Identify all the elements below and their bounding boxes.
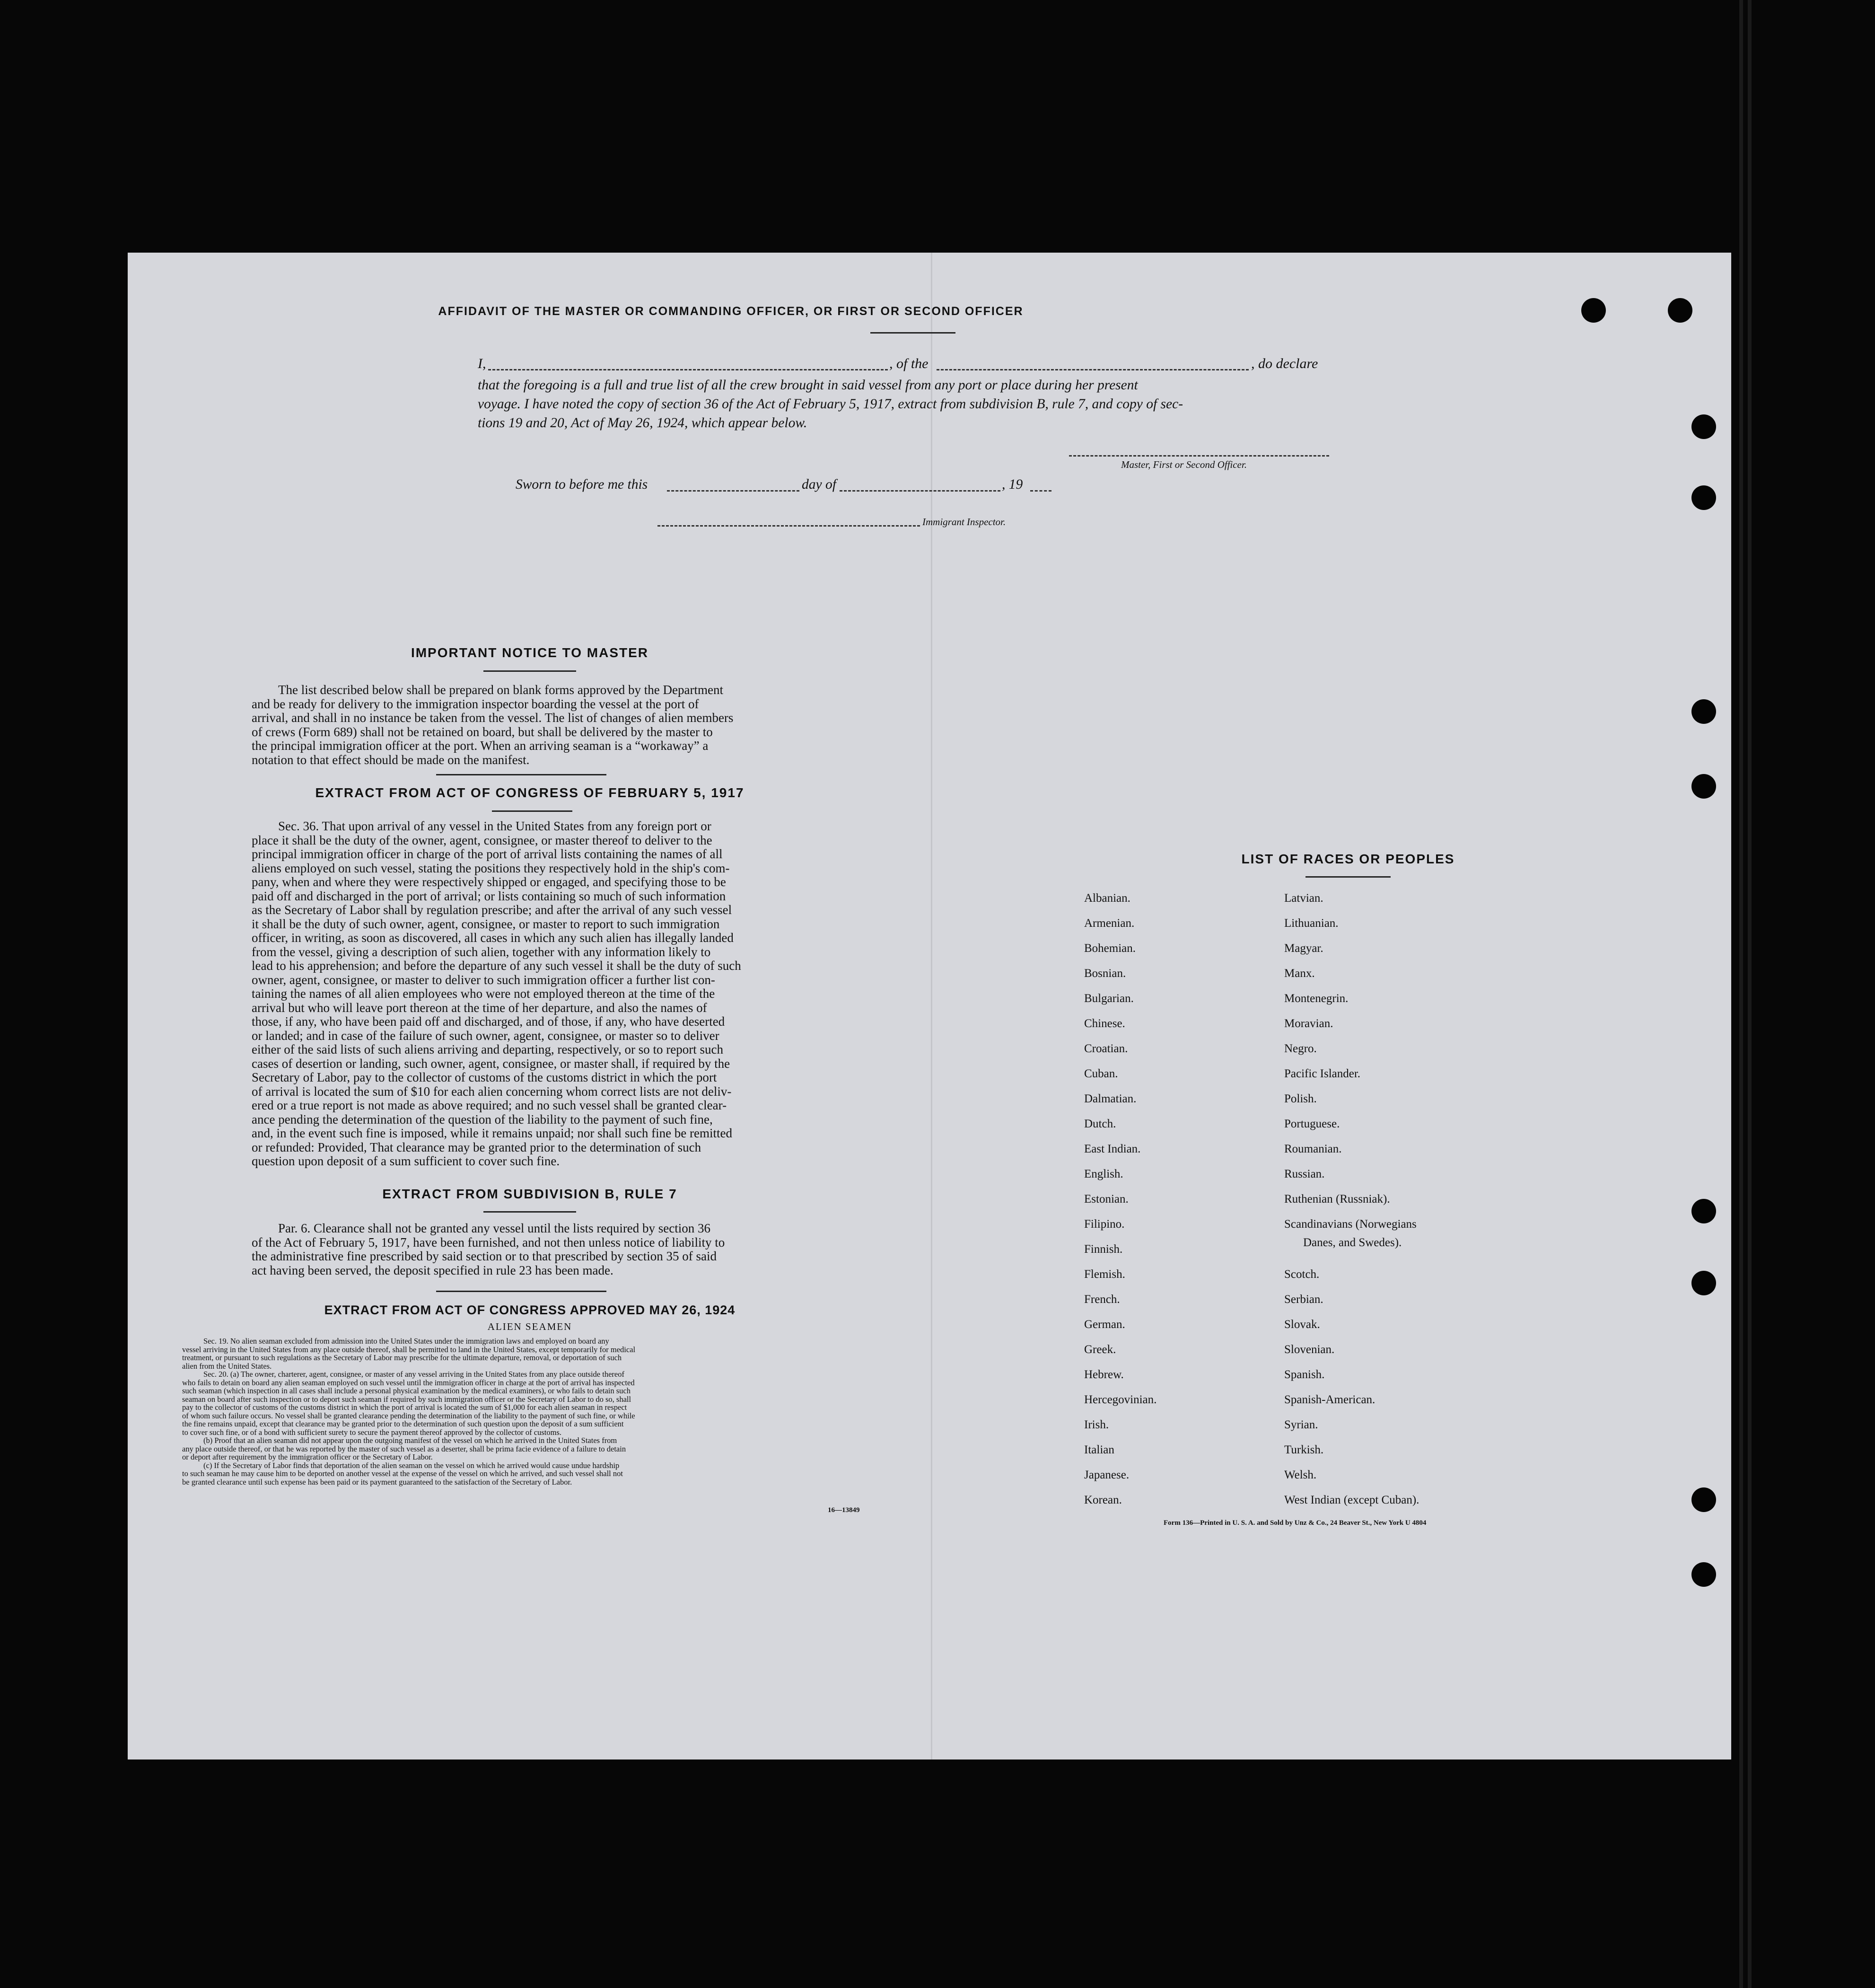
extract-1917-line: officer, in writing, as soon as discovered, all cases in which any such alien has illegally landed	[252, 931, 734, 945]
race-item: Bohemian.	[1084, 942, 1136, 955]
extract-1917-line: pany, when and where they were respectively shipped or engaged, and specifying those to be	[252, 875, 726, 889]
race-item: Pacific Islander.	[1284, 1067, 1361, 1080]
extract-1917-line: lead to his apprehension; and before the departure of any such vessel it shall be the duty of such	[252, 959, 741, 973]
year-label: , 19	[1002, 477, 1023, 492]
extract-1917-rule	[492, 810, 572, 812]
affidavit-text-line: voyage. I have noted the copy of section 36 of the Act of February 5, 1917, extract from subdivision B, rule 7, and copy of sec-	[478, 396, 1183, 412]
races-rule	[1305, 876, 1391, 878]
do-declare-label: , do declare	[1251, 356, 1318, 371]
race-item: Korean.	[1084, 1494, 1122, 1506]
race-item: Montenegrin.	[1284, 992, 1349, 1005]
race-item: Magyar.	[1284, 942, 1323, 955]
punch-hole	[1691, 1199, 1716, 1223]
extract-1924-line: pay to the collector of customs of the customs district in which the port of arrival is located the sum of $1,000 for each alien seaman in respect	[182, 1403, 627, 1412]
race-item: West Indian (except Cuban).	[1284, 1494, 1419, 1506]
sworn-month-blank[interactable]	[840, 479, 1000, 492]
punch-hole	[1691, 1562, 1716, 1587]
race-item: Spanish.	[1284, 1368, 1325, 1381]
affidavit-title: AFFIDAVIT OF THE MASTER OR COMMANDING OFFICER, OR FIRST OR SECOND OFFICER	[438, 305, 1024, 318]
extract-1924-line: such seaman (which inspection in all cases shall include a personal physical examination by the medical examiners), or who fails to detain such	[182, 1386, 631, 1395]
extract-1917-title: EXTRACT FROM ACT OF CONGRESS OF FEBRUARY 5, 1917	[315, 785, 745, 800]
extract-1924-line: (c) If the Secretary of Labor finds that deportation of the alien seaman on the vessel on which he arrived would cause undue hardship	[203, 1460, 620, 1470]
of-the-label: , of the	[889, 356, 929, 371]
affidavit-text-line: that the foregoing is a full and true list of all the crew brought in said vessel from any port or place during her present	[478, 378, 1138, 393]
notice-body	[252, 683, 918, 767]
race-item: Dutch.	[1084, 1117, 1116, 1130]
extract-1917-line: aliens employed on such vessel, stating the positions they respectively hold in the ship's com-	[252, 861, 730, 875]
race-item: Roumanian.	[1284, 1143, 1342, 1155]
notice-title: IMPORTANT NOTICE TO MASTER	[411, 645, 649, 660]
extract-1917-line: Sec. 36. That upon arrival of any vessel in the United States from any foreign port or	[278, 819, 711, 833]
extract-1917-line: Secretary of Labor, pay to the collector of customs of the customs district in which the port	[252, 1070, 717, 1084]
race-item: Turkish.	[1284, 1443, 1324, 1456]
notice-rule	[483, 670, 576, 672]
extract-1924-line: treatment, or pursuant to such regulations as the Secretary of Labor may prescribe for the ultimate departure, removal, or deportation of such	[182, 1353, 622, 1362]
extract-1924-body	[182, 1337, 892, 1486]
vessel-blank[interactable]	[937, 358, 1249, 370]
notice-line: of crews (Form 689) shall not be retained on board, but shall be delivered by the master to	[252, 724, 713, 739]
extract-1917-line: of arrival is located the sum of $10 for each alien concerning whom correct lists are not deliv-	[252, 1084, 732, 1099]
extract-rule7-title: EXTRACT FROM SUBDIVISION B, RULE 7	[382, 1187, 677, 1201]
race-item: Welsh.	[1284, 1469, 1317, 1481]
race-item: Chinese.	[1084, 1017, 1125, 1030]
extract-rule7-body	[252, 1222, 918, 1277]
race-item: Armenian.	[1084, 917, 1135, 930]
extract-1917-line: cases of desertion or landing, such owner, agent, consignee, or master shall, if required by the	[252, 1056, 730, 1071]
extract-1924-line: (b) Proof that an alien seaman did not appear upon the outgoing manifest of the vessel on which he arrived in the United States from	[203, 1436, 617, 1445]
race-item: Slovak.	[1284, 1318, 1320, 1331]
punch-hole	[1691, 699, 1716, 724]
race-item: Filipino.	[1084, 1218, 1125, 1231]
race-item: Cuban.	[1084, 1067, 1118, 1080]
race-item: Croatian.	[1084, 1042, 1128, 1055]
i-label: I,	[478, 356, 486, 371]
extract-1917-line: place it shall be the duty of the owner, agent, consignee, or master thereof to deliver to the	[252, 833, 712, 847]
race-item: Irish.	[1084, 1418, 1109, 1431]
extract-1924-line: alien from the United States.	[182, 1361, 272, 1371]
inspector-caption: Immigrant Inspector.	[922, 516, 1006, 528]
race-item: Syrian.	[1284, 1418, 1318, 1431]
extract-1924-line: seaman on board after such inspection or to deport such seaman if required by such immigration officer or the Secretary of Labor to do so, shall	[182, 1394, 631, 1404]
race-item: Finnish.	[1084, 1243, 1123, 1256]
race-item: Portuguese.	[1284, 1117, 1340, 1130]
punch-hole	[1668, 298, 1692, 323]
sworn-day-blank[interactable]	[667, 479, 799, 492]
punch-hole	[1691, 414, 1716, 439]
race-item: Danes, and Swedes).	[1303, 1236, 1402, 1249]
race-item: Italian	[1084, 1443, 1114, 1456]
name-blank[interactable]	[488, 358, 888, 370]
document-sheet	[128, 253, 1731, 1759]
day-of-label: day of	[802, 477, 836, 492]
race-item: Dalmatian.	[1084, 1092, 1137, 1105]
extract-1917-line: owner, agent, consignee, or master to deliver to such immigration officer a further list con-	[252, 972, 715, 987]
punch-hole	[1691, 1487, 1716, 1512]
punch-hole	[1691, 485, 1716, 510]
race-item: Hebrew.	[1084, 1368, 1124, 1381]
notice-line: arrival, and shall in no instance be taken from the vessel. The list of changes of alien members	[252, 711, 734, 725]
extract-1924-line: Sec. 20. (a) The owner, charterer, agent, consignee, or master of any vessel arriving in the United States from any place outside thereof	[203, 1370, 624, 1379]
affidavit-declaration-line	[478, 356, 1405, 375]
extract-1917-line: it shall be the duty of such owner, agent, consignee, or master to report to such immigration	[252, 916, 720, 931]
extract-1924-line: vessel arriving in the United States from any place outside thereof, shall be permitted to land in the United States, except temporarily for medical	[182, 1345, 636, 1354]
race-item: Polish.	[1284, 1092, 1317, 1105]
extract-1917-line: paid off and discharged in the port of arrival; or lists containing so much of such information	[252, 888, 726, 903]
race-item: Lithuanian.	[1284, 917, 1339, 930]
punch-hole	[1691, 774, 1716, 799]
extract-1917-line: arrival but who will leave port thereon at the time of her departure, and also the names of	[252, 1000, 707, 1015]
race-item: Estonian.	[1084, 1193, 1129, 1205]
race-item: French.	[1084, 1293, 1120, 1306]
title-rule	[870, 332, 955, 334]
extract-1917-line: ered or a true report is not made as above required; and no such vessel shall be granted clear-	[252, 1098, 727, 1112]
extract-rule7-line: Par. 6. Clearance shall not be granted any vessel until the lists required by section 36	[278, 1221, 711, 1235]
extract-1917-line: either of the said lists of such aliens arriving and departing, respectively, or so to report such	[252, 1042, 723, 1056]
extract-1924-line: any place outside thereof, or that he was reported by the master of such vessel as a deserter, shall be prima facie evidence of a failure to detain	[182, 1444, 626, 1453]
extract-1924-line: the fine remains unpaid, except that clearance may be granted prior to the determination of such question upon the deposit of a sum sufficient	[182, 1419, 624, 1428]
race-item: Scotch.	[1284, 1268, 1320, 1281]
punch-hole	[1691, 1271, 1716, 1295]
sworn-year-blank[interactable]	[1030, 479, 1051, 492]
extract-1924-line: be granted clearance until such expense has been paid or its payment guaranteed to the satisfaction of the Secretary of Labor.	[182, 1477, 572, 1487]
extract-rule7-line: act having been served, the deposit specified in rule 23 has been made.	[252, 1263, 613, 1277]
master-caption: Master, First or Second Officer.	[1121, 459, 1247, 470]
master-signature-line[interactable]	[1069, 453, 1329, 457]
race-item: Russian.	[1284, 1168, 1325, 1180]
race-item: Flemish.	[1084, 1268, 1125, 1281]
race-item: Slovenian.	[1284, 1343, 1335, 1356]
race-item: English.	[1084, 1168, 1123, 1180]
extract-rule7-line: the administrative fine prescribed by said section or to that prescribed by section 35 of said	[252, 1249, 717, 1263]
extract-1917-line: question upon deposit of a sum sufficient to cover such fine.	[252, 1154, 560, 1168]
race-item: Albanian.	[1084, 892, 1130, 905]
film-edge	[1748, 0, 1752, 1988]
form-code: 16—13849	[828, 1506, 860, 1514]
extract-1917-line: taining the names of all alien employees who were not employed thereon at the time of the	[252, 986, 715, 1001]
extract-1924-subtitle: ALIEN SEAMEN	[487, 1321, 572, 1332]
extract-1924-title: EXTRACT FROM ACT OF CONGRESS APPROVED MAY 26, 1924	[324, 1303, 736, 1317]
race-item: Moravian.	[1284, 1017, 1333, 1030]
extract-1917-line: from the vessel, giving a description of such alien, together with any information likely to	[252, 944, 711, 959]
inspector-signature-line[interactable]	[657, 523, 920, 527]
affidavit-text-line: tions 19 and 20, Act of May 26, 1924, which appear below.	[478, 415, 807, 431]
race-item: Greek.	[1084, 1343, 1116, 1356]
extract-1924-line: to cover such fine, or of a bond with sufficient surety to secure the payment thereof approved by the collector of customs.	[182, 1427, 561, 1437]
race-item: East Indian.	[1084, 1143, 1141, 1155]
race-item: Serbian.	[1284, 1293, 1323, 1306]
extract-1917-line: or refunded: Provided, That clearance may be granted prior to the determination of such	[252, 1140, 701, 1154]
affidavit-text	[478, 376, 1405, 432]
extract-1917-body	[252, 819, 918, 1169]
printer-line: Form 136—Printed in U. S. A. and Sold by Unz & Co., 24 Beaver St., New York U 4804	[1164, 1519, 1427, 1527]
race-item: Scandinavians (Norwegians	[1284, 1218, 1417, 1231]
notice-line: notation to that effect should be made on the manifest.	[252, 752, 530, 767]
race-item: Ruthenian (Russniak).	[1284, 1193, 1390, 1205]
extract-1917-line: principal immigration officer in charge of the port of arrival lists containing the names of all	[252, 847, 723, 861]
extract-rule7-line: of the Act of February 5, 1917, have been furnished, and not then unless notice of liability to	[252, 1235, 725, 1249]
notice-line: the principal immigration officer at the port. When an arriving seaman is a “workaway” a	[252, 739, 709, 753]
races-left-column	[1084, 891, 1157, 1518]
races-right-column	[1284, 891, 1419, 1518]
notice-line: The list described below shall be prepared on blank forms approved by the Department	[278, 683, 723, 697]
extract-1917-line: ance pending the determination of the question of the liability to the payment of such fine,	[252, 1112, 713, 1126]
extract-1924-line: or deport after requirement by the immigration officer or the Secretary of Labor.	[182, 1452, 433, 1461]
sworn-label: Sworn to before me this	[516, 477, 648, 492]
race-item: Bulgarian.	[1084, 992, 1134, 1005]
film-edge	[1739, 0, 1743, 1988]
notice-line: and be ready for delivery to the immigration inspector boarding the vessel at the port of	[252, 696, 699, 711]
race-item: Spanish-American.	[1284, 1393, 1376, 1406]
race-item: Bosnian.	[1084, 967, 1126, 980]
sworn-line	[516, 477, 1130, 496]
extract-1924-line: Sec. 19. No alien seaman excluded from admission into the United States under the immigration laws and employed on board any	[203, 1337, 609, 1346]
extract-rule7-end-rule	[436, 1291, 606, 1292]
extract-1917-line: or landed; and in case of the failure of such owner, agent, consignee, or master so to deliver	[252, 1028, 719, 1043]
notice-end-rule	[436, 774, 606, 775]
extract-1924-line: to such seaman he may cause him to be deported on another vessel at the expense of the vessel on which he arrived, and such vessel shall not	[182, 1469, 623, 1478]
race-item: Negro.	[1284, 1042, 1317, 1055]
extract-1924-line: of whom such failure occurs. No vessel shall be granted clearance pending the determination of the liability to the payment of such fine, or while	[182, 1411, 635, 1420]
race-item: Hercegovinian.	[1084, 1393, 1157, 1406]
extract-rule7-rule	[483, 1211, 576, 1213]
extract-1917-line: those, if any, who have been paid off and discharged, and of those, if any, who have deserted	[252, 1014, 725, 1029]
races-title: LIST OF RACES OR PEOPLES	[1241, 852, 1455, 866]
extract-1917-line: as the Secretary of Labor shall by regulation prescribe; and after the arrival of any such vessel	[252, 903, 732, 917]
extract-1917-line: and, in the event such fine is imposed, while it remains unpaid; nor shall such fine be remitted	[252, 1126, 733, 1140]
punch-hole	[1581, 298, 1606, 323]
race-item: Manx.	[1284, 967, 1315, 980]
race-item: Japanese.	[1084, 1469, 1130, 1481]
race-item: German.	[1084, 1318, 1125, 1331]
race-item: Latvian.	[1284, 892, 1323, 905]
extract-1924-line: who fails to detain on board any alien seaman employed on such vessel until the immigration officer in charge at the port of arrival has inspected	[182, 1378, 635, 1387]
